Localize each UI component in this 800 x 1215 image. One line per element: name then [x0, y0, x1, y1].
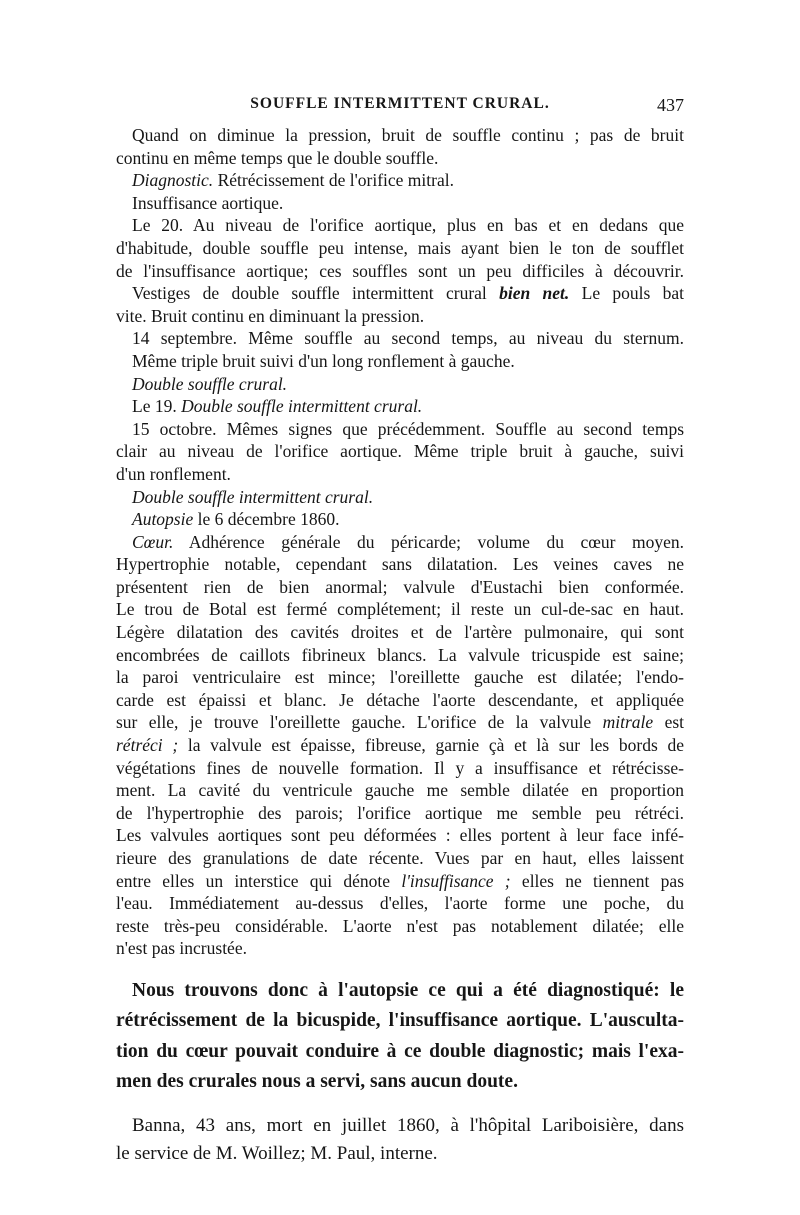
- text-line: 14 septembre. Même souffle au second temps, au niveau du sternum.: [132, 328, 684, 349]
- text-line: n'est pas incrustée.: [116, 938, 247, 959]
- text-line: Le 20. Au niveau de l'orifice aortique, plus en bas et en dedans que: [132, 215, 684, 236]
- text-line: Insuffisance aortique.: [132, 192, 284, 213]
- text-line: l'eau. Immédiatement au-dessus d'elles, l'aorte forme une poche, du: [116, 893, 684, 914]
- text-line: clair au niveau de l'orifice aortique. Même triple bruit à gauche, suivi: [116, 441, 684, 462]
- text-line: Double souffle crural.: [132, 373, 288, 394]
- text-line: Hypertrophie notable, cependant sans dilatation. Les veines caves ne: [116, 554, 684, 575]
- text-line: Diagnostic. Rétrécissement de l'orifice mitral.: [132, 170, 454, 191]
- text-line: carde est épaissi et blanc. Je détache l'aorte descendante, et appliquée: [116, 689, 684, 710]
- text-line: de l'insuffisance aortique; ces souffles sont un peu difficiles à découvrir.: [116, 260, 684, 281]
- page-body: [116, 124, 684, 1168]
- text-line: la paroi ventriculaire est mince; l'oreillette gauche est dilatée; l'endo-: [116, 667, 684, 688]
- text-line: reste très-peu considérable. L'aorte n'est pas notablement dilatée; elle: [116, 915, 684, 936]
- text-line: Les valvules aortiques sont peu déformées : elles portent à leur face infé-: [116, 825, 684, 846]
- text-line: le service de M. Woillez; M. Paul, interne.: [116, 1142, 438, 1164]
- text-line: Quand on diminue la pression, bruit de souffle continu ; pas de bruit: [132, 125, 684, 145]
- text-line: de l'hypertrophie des parois; l'orifice aortique me semble peu rétréci.: [116, 802, 684, 823]
- text-line: Double souffle intermittent crural.: [132, 486, 374, 507]
- text-line: Le trou de Botal est fermé complétement; il reste un cul-de-sac en haut.: [116, 599, 684, 620]
- text-line: d'habitude, double souffle peu intense, mais ayant bien le ton de soufflet: [116, 237, 684, 258]
- text-line: Banna, 43 ans, mort en juillet 1860, à l'hôpital Lariboisière, dans: [132, 1114, 684, 1136]
- text-line: Autopsie le 6 décembre 1860.: [132, 509, 340, 530]
- text-line: Légère dilatation des cavités droites et de l'artère pulmonaire, qui sont: [116, 622, 684, 643]
- text-line: végétations fines de nouvelle formation. Il y a insuffisance et rétrécisse-: [116, 757, 684, 778]
- running-title: SOUFFLE INTERMITTENT CRURAL.: [250, 95, 550, 112]
- next-case-paragraph: [116, 1112, 684, 1168]
- text-line: Nous trouvons donc à l'autopsie ce qui a été diagnostiqué: le: [132, 979, 684, 1001]
- text-line: ment. La cavité du ventricule gauche me semble dilatée en proportion: [116, 780, 684, 801]
- text-line: vite. Bruit continu en diminuant la pression.: [116, 305, 425, 326]
- text-line: encombrées de caillots fibrineux blancs. La valvule tricuspide est saine;: [116, 644, 684, 665]
- text-line: Vestiges de double souffle intermittent crural bien net. Le pouls bat: [132, 283, 685, 304]
- text-line: sur elle, je trouve l'oreillette gauche. L'orifice de la valvule mitrale est: [116, 712, 685, 733]
- text-line: tion du cœur pouvait conduire à ce double diagnostic; mais l'exa-: [116, 1040, 684, 1062]
- text-line: Même triple bruit suivi d'un long ronflement à gauche.: [132, 350, 515, 371]
- text-line: d'un ronflement.: [116, 463, 231, 484]
- text-line: rieure des granulations de date récente. Vues par en haut, elles laissent: [116, 848, 684, 868]
- text-line: entre elles un interstice qui dénote l'insuffisance ; elles ne tiennent pas: [116, 870, 685, 891]
- text-line: continu en même temps que le double souffle.: [116, 147, 439, 168]
- text-line: 15 octobre. Mêmes signes que précédemment. Souffle au second temps: [132, 418, 684, 439]
- text-line: Cœur. Adhérence générale du péricarde; volume du cœur moyen.: [132, 531, 684, 552]
- conclusion-paragraph: [116, 976, 684, 1098]
- text-line: présentent rien de bien anormal; valvule d'Eustachi bien conformée.: [116, 576, 684, 597]
- text-line: Le 19. Double souffle intermittent crural.: [132, 396, 423, 417]
- text-line: rétrécissement de la bicuspide, l'insuffisance aortique. L'ausculta-: [116, 1010, 684, 1032]
- text-line: rétréci ; la valvule est épaisse, fibreuse, garnie çà et là sur les bords de: [116, 735, 684, 756]
- page-header: [116, 95, 684, 121]
- paragraph-gap: [116, 960, 684, 976]
- page-number: 437: [657, 95, 684, 115]
- paragraph-gap: [116, 1098, 684, 1112]
- text-line: men des crurales nous a servi, sans aucun doute.: [116, 1071, 518, 1093]
